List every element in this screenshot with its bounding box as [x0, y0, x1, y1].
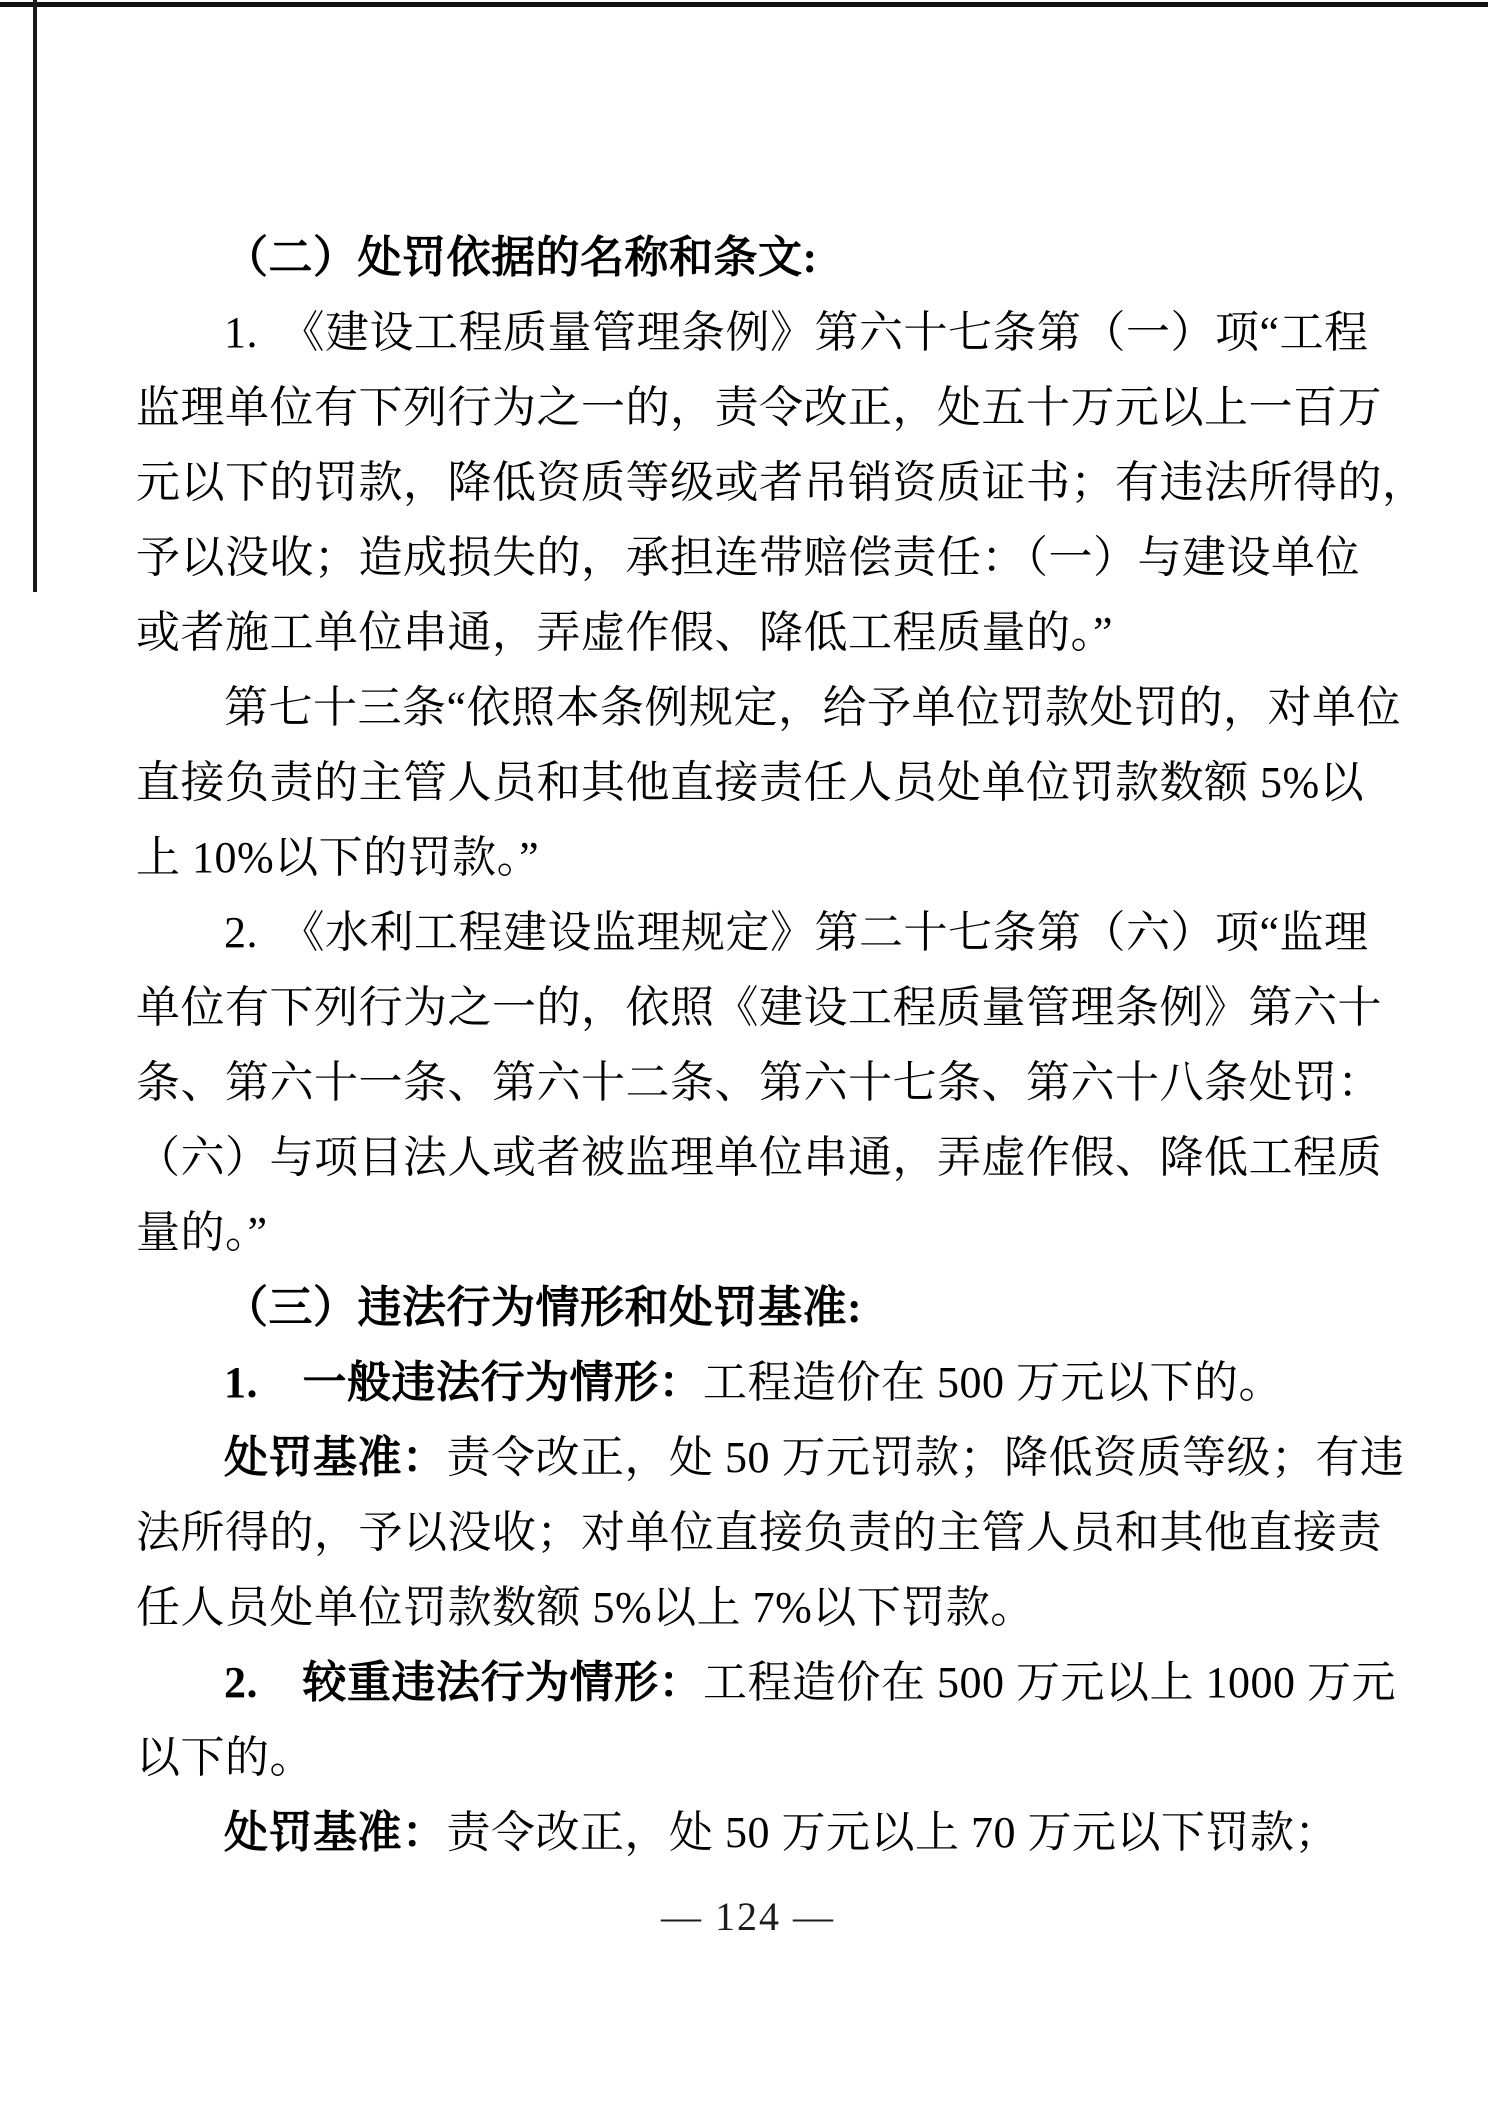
- text-line: [136, 595, 1360, 670]
- text-line: [136, 295, 1369, 370]
- text-run: 责令改正，处 50 万元罚款；降低资质等级；有违: [446, 1433, 1405, 1482]
- text-run: 工程造价在 500 万元以下的。: [703, 1358, 1283, 1407]
- text-run: 法所得的，予以没收；对单位直接负责的主管人员和其他直接责: [136, 1508, 1382, 1557]
- text-run-bold: 1. 一般违法行为情形：: [224, 1358, 703, 1407]
- text-line: [136, 1045, 1382, 1120]
- text-line: [136, 895, 1369, 970]
- text-line: [136, 1570, 1360, 1645]
- text-run-bold: 2. 较重违法行为情形：: [224, 1658, 703, 1707]
- text-run: 元以下的罚款，降低资质等级或者吊销资质证书；有违法所得的，: [136, 458, 1427, 507]
- text-run: 量的。”: [136, 1208, 268, 1257]
- text-run: 责令改正，处 50 万元以上 70 万元以下罚款；: [446, 1808, 1339, 1857]
- text-run: 条、第六十一条、第六十二条、第六十七条、第六十八条处罚：: [136, 1058, 1382, 1107]
- text-line: [136, 1420, 1405, 1495]
- scan-edge-top: [0, 2, 1488, 7]
- text-run: 2. 《水利工程建设监理规定》第二十七条第（六）项“监理: [224, 908, 1369, 957]
- text-line: [136, 970, 1382, 1045]
- heading-text: （二）处罚依据的名称和条文:: [224, 233, 818, 282]
- text-line: [136, 1120, 1382, 1195]
- text-line: [136, 1345, 1360, 1420]
- text-line: [136, 520, 1360, 595]
- text-run-bold: 处罚基准：: [224, 1808, 447, 1857]
- text-run: 直接负责的主管人员和其他直接责任人员处单位罚款数额 5%以: [136, 758, 1365, 807]
- heading-text: （三）违法行为情形和处罚基准:: [224, 1283, 863, 1332]
- document-body: [136, 220, 1427, 1870]
- text-run: 1. 《建设工程质量管理条例》第六十七条第（一）项“工程: [224, 308, 1369, 357]
- text-run: 上 10%以下的罚款。”: [136, 833, 540, 882]
- text-line: [136, 670, 1402, 745]
- text-line: [136, 370, 1382, 445]
- text-run: （六）与项目法人或者被监理单位串通，弄虚作假、降低工程质: [136, 1133, 1382, 1182]
- text-run: 予以没收；造成损失的，承担连带赔偿责任：（一）与建设单位: [136, 533, 1360, 582]
- text-run: 监理单位有下列行为之一的，责令改正，处五十万元以上一百万: [136, 383, 1382, 432]
- text-line: [136, 820, 1360, 895]
- text-run: 工程造价在 500 万元以上 1000 万元: [703, 1658, 1396, 1707]
- section-heading-3: [136, 1270, 1360, 1345]
- section-heading-2: [136, 220, 1360, 295]
- text-run: 第七十三条“依照本条例规定，给予单位罚款处罚的，对单位: [224, 683, 1402, 732]
- text-run: 以下的。: [136, 1733, 314, 1782]
- text-run-bold: 处罚基准：: [224, 1433, 447, 1482]
- text-run: 单位有下列行为之一的，依照《建设工程质量管理条例》第六十: [136, 983, 1382, 1032]
- text-line: [136, 1795, 1360, 1870]
- text-line: [136, 745, 1365, 820]
- text-line: [136, 1495, 1382, 1570]
- text-run: 任人员处单位罚款数额 5%以上 7%以下罚款。: [136, 1583, 1035, 1632]
- text-line: [136, 1645, 1396, 1720]
- text-run: 或者施工单位串通，弄虚作假、降低工程质量的。”: [136, 608, 1114, 657]
- text-line: [136, 1195, 1360, 1270]
- scan-edge-left: [33, 0, 37, 592]
- text-line: [136, 1720, 1360, 1795]
- text-line: [136, 445, 1427, 520]
- page-number: — 124 —: [661, 1894, 835, 1939]
